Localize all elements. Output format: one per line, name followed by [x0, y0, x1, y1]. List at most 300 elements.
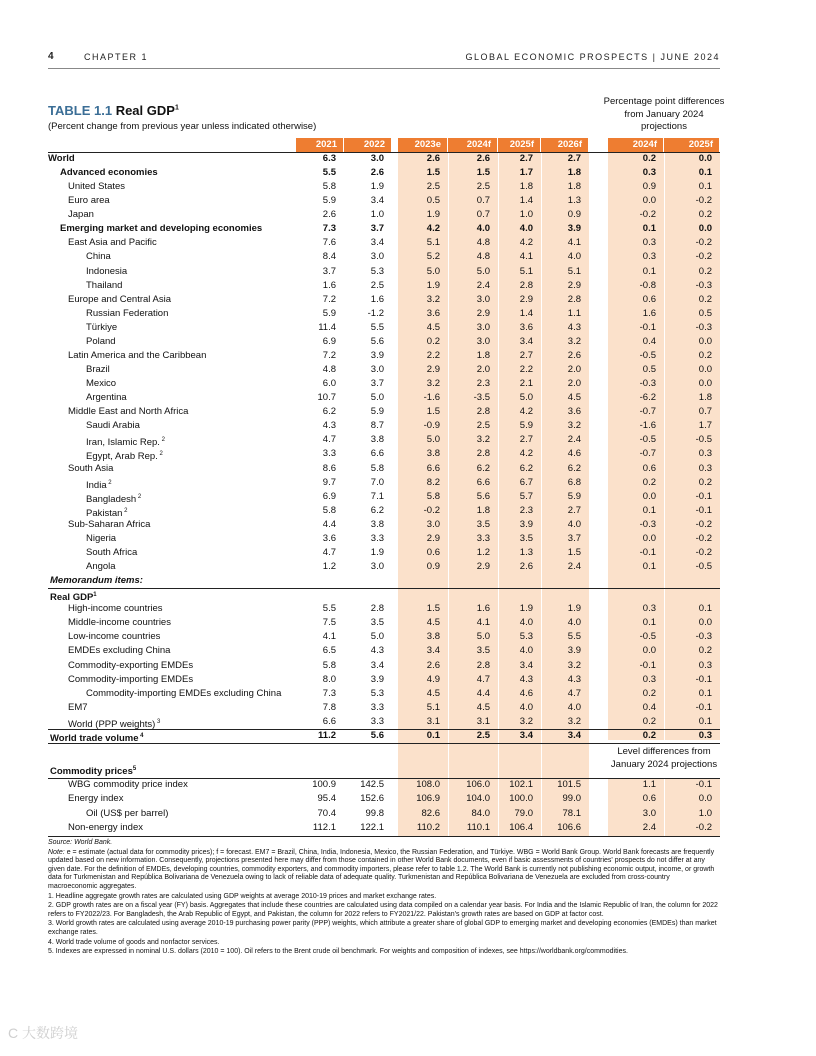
table-row-label: Middle East and North Africa — [68, 406, 189, 418]
value-cell: 3.0 — [370, 251, 384, 263]
diff-cell: -0.1 — [695, 701, 712, 713]
table-row-label: Argentina — [86, 392, 127, 404]
footnote-marker: 3 — [155, 718, 161, 725]
diff-cell: 0.3 — [642, 167, 656, 179]
value-cell: 1.5 — [476, 167, 490, 179]
value-cell: 2.7 — [519, 349, 533, 361]
diff-cell: 0.1 — [642, 504, 656, 516]
table-row — [48, 630, 720, 644]
footnote-marker: 2 — [157, 451, 163, 458]
table-row-label: High-income countries — [68, 603, 163, 615]
value-cell: 4.6 — [567, 448, 581, 460]
value-cell: 2.7 — [519, 153, 533, 164]
value-cell: 2.5 — [426, 181, 440, 193]
table-row-label: Russian Federation — [86, 307, 169, 319]
value-cell: 5.9 — [519, 420, 533, 432]
value-cell: 7.0 — [370, 476, 384, 488]
value-cell: 0.7 — [476, 195, 490, 207]
value-cell: 3.5 — [476, 645, 490, 657]
table-row — [48, 532, 720, 546]
table-row — [48, 166, 720, 180]
value-cell: 122.1 — [360, 821, 384, 833]
footnote-marker: 5 — [132, 766, 137, 772]
footnote-item: 2. GDP growth rates are on a fiscal year (FY) basis. Aggregates that include these countries are calculated using data compiled on a calendar year basis. For India and the Islamic Republic of Iran, the column for 2022 refers to FY2022/23. For Bangladesh, the Arab Republic of Egypt, and Pakistan, the column for 2022 refers to FY2021/22. Pakistan's growth rates are based on GDP at factor cost. — [48, 902, 718, 918]
diff-cell: -0.1 — [695, 504, 712, 516]
source-note: Source: World Bank. — [48, 839, 113, 846]
diff-cell: 0.0 — [698, 153, 712, 164]
value-cell: 3.0 — [476, 293, 490, 305]
diff-cell: 0.5 — [698, 307, 712, 319]
value-cell: 102.1 — [509, 779, 533, 790]
value-cell: 4.0 — [519, 645, 533, 657]
table-row — [48, 462, 720, 476]
value-cell: 6.6 — [370, 448, 384, 460]
table-row-label: Angola — [86, 561, 116, 573]
value-cell: 3.7 — [370, 223, 384, 235]
header-rule — [48, 68, 720, 69]
diff-cell: -0.7 — [639, 406, 656, 418]
table-row-label: Sub-Saharan Africa — [68, 518, 151, 530]
value-cell: 1.5 — [426, 406, 440, 418]
value-cell: 0.2 — [426, 335, 440, 347]
value-cell: 2.9 — [519, 293, 533, 305]
value-cell: 112.1 — [312, 821, 336, 833]
value-cell: 3.4 — [519, 729, 533, 741]
value-cell: 3.2 — [476, 434, 490, 446]
value-cell: 1.8 — [519, 181, 533, 193]
value-cell: 5.0 — [476, 265, 490, 277]
table-row — [48, 152, 720, 166]
column-header-2021: 2021 — [296, 138, 343, 152]
value-cell: 5.9 — [322, 307, 336, 319]
diff-cell: 0.6 — [642, 793, 656, 805]
value-cell: 2.3 — [519, 504, 533, 516]
value-cell: 4.0 — [567, 701, 581, 713]
table-row-label: Bangladesh $^2$ — [86, 493, 142, 505]
value-cell: 2.4 — [567, 561, 581, 573]
value-cell: 5.6 — [476, 490, 490, 502]
value-cell: 4.3 — [567, 321, 581, 333]
table-row — [48, 419, 720, 433]
level-difference-note: Level differences from January 2024 projections — [610, 746, 718, 770]
value-cell: 1.3 — [567, 195, 581, 207]
value-cell: 5.0 — [519, 392, 533, 404]
value-cell: 1.6 — [370, 293, 384, 305]
value-cell: 2.7 — [567, 504, 581, 516]
table-notes — [48, 839, 720, 958]
column-header-2026f: 2026f — [541, 138, 588, 152]
value-cell: 1.4 — [519, 307, 533, 319]
note-text: e = estimate (actual data for commodity prices); f = forecast. EM7 = Brazil, China, India, Indonesia, Mexico, the Russian Federation, and Türkiye. WBG = World Bank Group. World Bank forecasts are frequently updated based on new information. Consequently, projections presented here may differ from those contained in other World Bank documents, even if basic assessments of countries' prospects do not differ at any given date. For the definition of EMDEs, developing countries, commodity exporters, and commodity importers, please refer to table 1.2. The World Bank is currently not publishing economic output, income, or growth data for Turkmenistan and República Bolivariana de Venezuela owing to lack of reliable data of adequate quality. Turkmenistan and República Bolivariana de Venezuela are excluded from cross-country macroeconomic aggregates. — [48, 848, 715, 890]
value-cell: 2.8 — [476, 659, 490, 671]
diff-cell: -0.2 — [695, 532, 712, 544]
value-cell: 100.0 — [509, 793, 533, 805]
diff-cell: -0.3 — [695, 279, 712, 291]
value-cell: 1.5 — [426, 603, 440, 615]
table-row — [48, 335, 720, 349]
table-row-label: EMDEs excluding China — [68, 645, 171, 657]
table-row — [48, 701, 720, 715]
value-cell: 5.5 — [370, 321, 384, 333]
table-row-label: World — [48, 153, 75, 164]
value-cell: -1.6 — [423, 392, 440, 404]
value-cell: 1.1 — [567, 307, 581, 319]
table-row-label: World trade volume $^4$ — [50, 732, 144, 745]
diff-cell: 2.4 — [642, 821, 656, 833]
table-row-label: Egypt, Arab Rep. $^2$ — [86, 451, 163, 463]
table-row-label: Saudi Arabia — [86, 420, 140, 432]
diff-cell: 0.3 — [642, 237, 656, 249]
value-cell: 8.0 — [322, 673, 336, 685]
value-cell: 110.2 — [416, 821, 440, 833]
footnote-item: 1. Headline aggregate growth rates are calculated using GDP weights at average 2010-19 prices and market exchange rates. — [48, 892, 437, 900]
footnote-item: 3. World growth rates are calculated using average 2010-19 purchasing power parity (PPP) weights, which attribute a greater share of global GDP to emerging market and developing economies (EMDEs) than market exchange rates. — [48, 920, 717, 936]
table-row-label: Emerging market and developing economies — [60, 223, 263, 235]
value-cell: 152.6 — [360, 793, 384, 805]
value-cell: 6.3 — [322, 153, 336, 164]
value-cell: 5.1 — [567, 265, 581, 277]
value-cell: 3.4 — [370, 659, 384, 671]
diff-cell: 0.3 — [698, 659, 712, 671]
diff-cell: -0.2 — [695, 546, 712, 558]
diff-cell: 0.3 — [698, 448, 712, 460]
value-cell: 3.4 — [519, 659, 533, 671]
column-header-2022: 2022 — [344, 138, 391, 152]
diff-cell: 0.0 — [642, 195, 656, 207]
footnote-marker: 4 — [138, 732, 144, 739]
value-cell: 4.0 — [567, 518, 581, 530]
value-cell: 2.2 — [426, 349, 440, 361]
value-cell: 4.7 — [322, 434, 336, 446]
table-row — [48, 377, 720, 391]
table-row — [48, 405, 720, 419]
value-cell: 2.8 — [370, 603, 384, 615]
value-cell: 2.8 — [476, 406, 490, 418]
publication-title: GLOBAL ECONOMIC PROSPECTS | JUNE 2024 — [465, 52, 720, 62]
value-cell: 1.8 — [567, 167, 581, 179]
value-cell: 3.6 — [322, 532, 336, 544]
table-row — [48, 447, 720, 461]
value-cell: 1.0 — [370, 209, 384, 221]
value-cell: 6.2 — [519, 462, 533, 474]
diff-cell: 0.4 — [642, 335, 656, 347]
table-row — [48, 715, 720, 729]
table-row — [48, 236, 720, 250]
table-row — [48, 792, 720, 806]
diff-cell: 0.0 — [642, 490, 656, 502]
value-cell: 2.6 — [519, 561, 533, 573]
value-cell: 5.3 — [370, 687, 384, 699]
table-row — [48, 644, 720, 658]
running-header — [48, 51, 720, 67]
table-row-label: Middle-income countries — [68, 617, 171, 629]
footnote-list — [48, 893, 720, 957]
value-cell: 3.6 — [426, 307, 440, 319]
value-cell: 3.2 — [567, 715, 581, 727]
diff-cell: -0.7 — [639, 448, 656, 460]
value-cell: 6.6 — [322, 715, 336, 727]
diff-cell: 0.3 — [698, 462, 712, 474]
value-cell: 2.6 — [567, 349, 581, 361]
value-cell: 106.6 — [557, 821, 581, 833]
diff-cell: 0.0 — [642, 532, 656, 544]
table-row-label: Europe and Central Asia — [68, 293, 171, 305]
value-cell: 5.8 — [322, 659, 336, 671]
value-cell: 1.9 — [370, 181, 384, 193]
pp-difference-note: Percentage point differences from January 2024 projections — [603, 96, 725, 132]
value-cell: 3.5 — [476, 518, 490, 530]
table-row — [48, 250, 720, 264]
value-cell: 4.4 — [476, 687, 490, 699]
value-cell: 2.5 — [476, 181, 490, 193]
footnote-marker: 2 — [106, 479, 112, 486]
value-cell: 5.3 — [370, 265, 384, 277]
value-cell: 3.0 — [426, 518, 440, 530]
diff-cell: 0.1 — [698, 181, 712, 193]
table-row — [48, 616, 720, 630]
value-cell: 4.1 — [322, 631, 336, 643]
table-row-label: Poland — [86, 335, 116, 347]
table-name: Real GDP — [115, 103, 175, 118]
value-cell: 2.4 — [476, 279, 490, 291]
table-row-label: South Asia — [68, 462, 114, 474]
value-cell: 0.9 — [426, 561, 440, 573]
diff-cell: 0.2 — [698, 645, 712, 657]
value-cell: 1.8 — [476, 349, 490, 361]
table-subtitle: (Percent change from previous year unless indicated otherwise) — [48, 121, 317, 132]
diff-cell: 0.3 — [642, 603, 656, 615]
value-cell: 4.5 — [426, 617, 440, 629]
diff-cell: 0.0 — [698, 793, 712, 805]
table-row — [48, 807, 720, 821]
value-cell: 0.6 — [426, 546, 440, 558]
table-name-sup: 1 — [174, 104, 179, 112]
value-cell: 70.4 — [317, 807, 336, 819]
general-note — [48, 849, 720, 892]
table-row-label: Commodity-importing EMDEs — [68, 673, 194, 685]
table-row-label: United States — [68, 181, 126, 193]
value-cell: 5.0 — [426, 265, 440, 277]
value-cell: 2.8 — [476, 448, 490, 460]
value-cell: 2.2 — [519, 364, 533, 376]
value-cell: 5.0 — [476, 631, 490, 643]
diff-cell: 0.2 — [642, 687, 656, 699]
value-cell: 6.6 — [426, 462, 440, 474]
table-row-label: Commodity-exporting EMDEs — [68, 659, 194, 671]
value-cell: 79.0 — [514, 807, 533, 819]
diff-cell: 0.1 — [642, 617, 656, 629]
value-cell: 3.7 — [370, 378, 384, 390]
value-cell: 5.0 — [370, 631, 384, 643]
value-cell: 101.5 — [557, 779, 581, 790]
value-cell: 2.0 — [567, 364, 581, 376]
diff-cell: 0.6 — [642, 293, 656, 305]
table-row — [48, 321, 720, 335]
value-cell: 8.2 — [426, 476, 440, 488]
value-cell: 5.9 — [322, 195, 336, 207]
diff-cell: 0.1 — [642, 561, 656, 573]
value-cell: 4.0 — [519, 223, 533, 235]
diff-cell: -0.5 — [639, 349, 656, 361]
value-cell: 4.1 — [519, 251, 533, 263]
diff-cell: 0.0 — [698, 335, 712, 347]
diff-cell: 0.1 — [698, 603, 712, 615]
value-cell: 3.1 — [426, 715, 440, 727]
table-row — [48, 279, 720, 293]
value-cell: 5.5 — [322, 603, 336, 615]
value-cell: 6.5 — [322, 645, 336, 657]
memo-heading-label: Memorandum items: — [50, 575, 143, 587]
diff-cell: -0.1 — [639, 546, 656, 558]
value-cell: 1.4 — [519, 195, 533, 207]
value-cell: 2.6 — [476, 153, 490, 164]
value-cell: 5.3 — [519, 631, 533, 643]
value-cell: 4.3 — [370, 645, 384, 657]
value-cell: 110.1 — [466, 821, 490, 833]
value-cell: 6.6 — [476, 476, 490, 488]
value-cell: 3.7 — [567, 532, 581, 544]
value-cell: 5.8 — [370, 462, 384, 474]
trade-bottom-rule — [48, 743, 720, 744]
value-cell: 4.5 — [476, 701, 490, 713]
value-cell: 4.1 — [567, 237, 581, 249]
value-cell: 2.6 — [370, 167, 384, 179]
note-label: Note: — [48, 848, 65, 856]
value-cell: 0.5 — [426, 195, 440, 207]
value-cell: 5.9 — [370, 406, 384, 418]
value-cell: -3.5 — [473, 392, 490, 404]
table-row-label: Thailand — [86, 279, 123, 291]
value-cell: 3.4 — [426, 645, 440, 657]
diff-cell: -0.1 — [695, 490, 712, 502]
value-cell: 142.5 — [360, 779, 384, 790]
table-row-label: Advanced economies — [60, 167, 158, 179]
value-cell: 5.8 — [322, 181, 336, 193]
diff-header-2025f: 2025f — [664, 138, 719, 152]
value-cell: 1.9 — [370, 546, 384, 558]
value-cell: 2.8 — [519, 279, 533, 291]
value-cell: 3.7 — [322, 265, 336, 277]
diff-cell: 0.2 — [642, 153, 656, 164]
value-cell: 2.7 — [567, 153, 581, 164]
value-cell: 3.5 — [370, 617, 384, 629]
diff-cell: 0.2 — [698, 476, 712, 488]
diff-cell: 1.8 — [698, 392, 712, 404]
value-cell: 1.6 — [476, 603, 490, 615]
value-cell: 10.7 — [317, 392, 336, 404]
chapter-label: CHAPTER 1 — [84, 52, 149, 62]
table-row — [48, 222, 720, 236]
diff-cell: -0.2 — [695, 237, 712, 249]
value-cell: 0.7 — [476, 209, 490, 221]
value-cell: 3.8 — [426, 448, 440, 460]
diff-cell: -0.3 — [695, 631, 712, 643]
value-cell: 2.9 — [426, 364, 440, 376]
value-cell: 3.3 — [370, 532, 384, 544]
footnote-marker: 1 — [93, 592, 97, 599]
diff-cell: -0.2 — [639, 209, 656, 221]
value-cell: 4.3 — [567, 673, 581, 685]
value-cell: 4.3 — [519, 673, 533, 685]
footnote-item: 4. World trade volume of goods and nonfactor services. — [48, 938, 220, 946]
diff-cell: 0.2 — [698, 209, 712, 221]
value-cell: 7.3 — [322, 687, 336, 699]
diff-cell: 0.0 — [642, 645, 656, 657]
value-cell: 3.3 — [370, 715, 384, 727]
value-cell: 2.5 — [370, 279, 384, 291]
table-row-label: Commodity-importing EMDEs excluding China — [86, 687, 282, 699]
value-cell: 3.0 — [370, 561, 384, 573]
value-cell: 11.4 — [318, 321, 336, 333]
value-cell: 3.3 — [322, 448, 336, 460]
value-cell: 108.0 — [416, 779, 440, 790]
diff-cell: -0.3 — [695, 321, 712, 333]
value-cell: 5.0 — [370, 392, 384, 404]
diff-cell: 0.2 — [642, 729, 656, 741]
value-cell: 6.7 — [519, 476, 533, 488]
value-cell: 3.9 — [370, 673, 384, 685]
table-row — [48, 659, 720, 673]
diff-cell: 0.0 — [698, 364, 712, 376]
value-cell: 1.0 — [519, 209, 533, 221]
table-row — [48, 349, 720, 363]
diff-cell: -0.8 — [639, 279, 656, 291]
value-cell: 3.0 — [370, 153, 384, 164]
table-row-label: Türkiye — [86, 321, 118, 333]
value-cell: 3.4 — [370, 237, 384, 249]
table-row — [48, 208, 720, 222]
value-cell: 3.0 — [476, 321, 490, 333]
value-cell: 3.2 — [426, 378, 440, 390]
value-cell: 5.1 — [426, 701, 440, 713]
value-cell: 4.9 — [426, 673, 440, 685]
value-cell: 4.5 — [426, 321, 440, 333]
table-label: TABLE 1.1 — [48, 103, 113, 118]
footnote-marker: 2 — [136, 493, 142, 500]
value-cell: 4.8 — [476, 251, 490, 263]
table-row-label: Iran, Islamic Rep. $^2$ — [86, 437, 165, 449]
value-cell: 5.9 — [567, 490, 581, 502]
value-cell: 1.6 — [322, 279, 336, 291]
value-cell: 3.3 — [370, 701, 384, 713]
diff-cell: 0.4 — [642, 701, 656, 713]
diff-cell: 0.1 — [642, 265, 656, 277]
diff-cell: 0.2 — [642, 715, 656, 727]
table-row — [48, 518, 720, 532]
table-row — [48, 293, 720, 307]
table-row-label: Brazil — [86, 364, 110, 376]
table-row — [48, 687, 720, 701]
table-row-label: South Africa — [86, 546, 138, 558]
value-cell: 3.0 — [476, 335, 490, 347]
value-cell: 5.8 — [322, 504, 336, 516]
table-row-label: Low-income countries — [68, 631, 161, 643]
value-cell: 106.4 — [509, 821, 533, 833]
diff-cell: 0.3 — [642, 251, 656, 263]
value-cell: 3.8 — [426, 631, 440, 643]
value-cell: 99.8 — [365, 807, 384, 819]
value-cell: 2.9 — [426, 532, 440, 544]
value-cell: 6.2 — [322, 406, 336, 418]
value-cell: 106.9 — [416, 793, 440, 805]
value-cell: 5.1 — [426, 237, 440, 249]
table-row — [48, 363, 720, 377]
value-cell: 7.5 — [322, 617, 336, 629]
diff-cell: -0.3 — [639, 518, 656, 530]
value-cell: 2.6 — [322, 209, 336, 221]
table-row — [48, 821, 720, 835]
diff-cell: 0.5 — [642, 364, 656, 376]
